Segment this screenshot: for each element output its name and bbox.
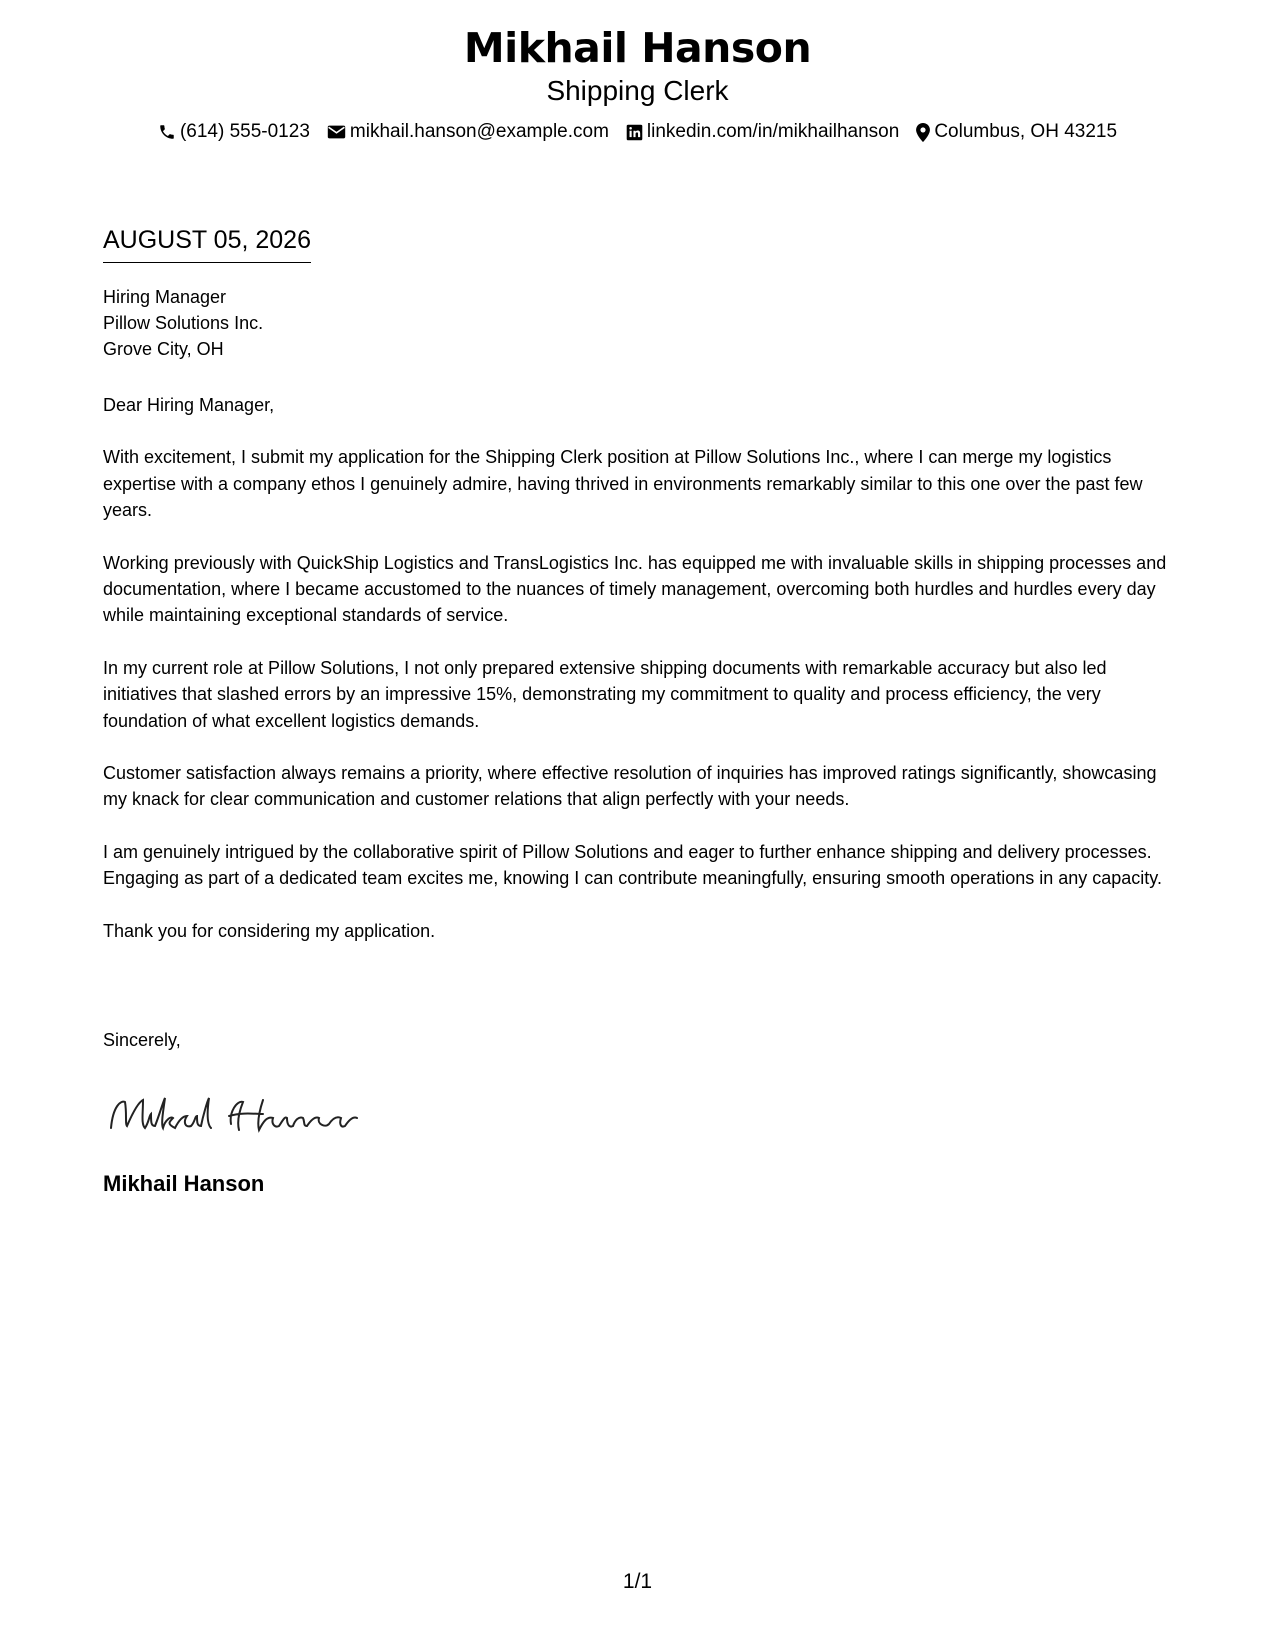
- salutation: Dear Hiring Manager,: [103, 395, 275, 415]
- contact-linkedin[interactable]: [626, 120, 899, 144]
- paragraph: Customer satisfaction always remains a priority, where effective resolution of inquiries has improved ratings significantly, showcasing my knack for clear communication and customer relations that align perfectly with your needs.: [103, 763, 1157, 810]
- applicant-name: Mikhail Hanson: [463, 24, 812, 72]
- contact-email[interactable]: [327, 120, 609, 144]
- paragraph: Working previously with QuickShip Logistics and TransLogistics Inc. has equipped me with invaluable skills in shipping processes and documentation, where I became accustomed to the nuances of timely management, overcoming both hurdles and hurdles every day while maintaining exceptional standards of service.: [103, 552, 1167, 626]
- phone-icon: [158, 123, 176, 141]
- letter-date: AUGUST 05, 2026: [103, 224, 311, 263]
- paragraph: With excitement, I submit my application for the Shipping Clerk position at Pillow Solutions Inc., where I can merge my logistics expertise with a company ethos I genuinely admire, having thrived in environments remarkably similar to this one over the past few years.: [103, 447, 1143, 521]
- phone-text: (614) 555-0123: [179, 121, 310, 142]
- paragraph: Thank you for considering my application.: [103, 920, 436, 941]
- email-text: mikhail.hanson@example.com: [349, 121, 609, 142]
- paragraph: I am genuinely intrigued by the collaborative spirit of Pillow Solutions and eager to further enhance shipping and delivery processes. Engaging as part of a dedicated team excites me, knowing I can contribute meaningfully, ensuring smooth operations in any capacity.: [103, 841, 1162, 889]
- letter-header: [0, 22, 1275, 144]
- contact-location: [916, 120, 1117, 144]
- signed-name: Mikhail Hanson: [103, 1171, 265, 1196]
- letter-body: [103, 392, 1183, 970]
- recipient-location: Grove City, OH: [103, 339, 224, 359]
- date-block: [103, 224, 311, 263]
- job-title: Shipping Clerk: [546, 75, 729, 106]
- linkedin-text: linkedin.com/in/mikhailhanson: [646, 121, 900, 142]
- location-text: Columbus, OH 43215: [934, 121, 1118, 142]
- closing: Sincerely,: [103, 1030, 181, 1050]
- handwritten-signature: [103, 1086, 363, 1151]
- linkedin-icon: [626, 124, 643, 141]
- contact-phone: [158, 120, 310, 144]
- recipient-block: [103, 284, 263, 362]
- map-pin-icon: [916, 123, 930, 142]
- contact-bar: [0, 120, 1275, 144]
- recipient-company: Pillow Solutions Inc.: [103, 313, 264, 333]
- page-number: 1/1: [622, 1570, 653, 1593]
- envelope-icon: [327, 124, 346, 140]
- recipient-title: Hiring Manager: [103, 287, 227, 307]
- paragraph: In my current role at Pillow Solutions, I not only prepared extensive shipping documents with remarkable accuracy but also led initiatives that slashed errors by an impressive 15%, demonstrating my commitment to quality and process efficiency, the very foundation of what excellent logistics demands.: [103, 657, 1107, 731]
